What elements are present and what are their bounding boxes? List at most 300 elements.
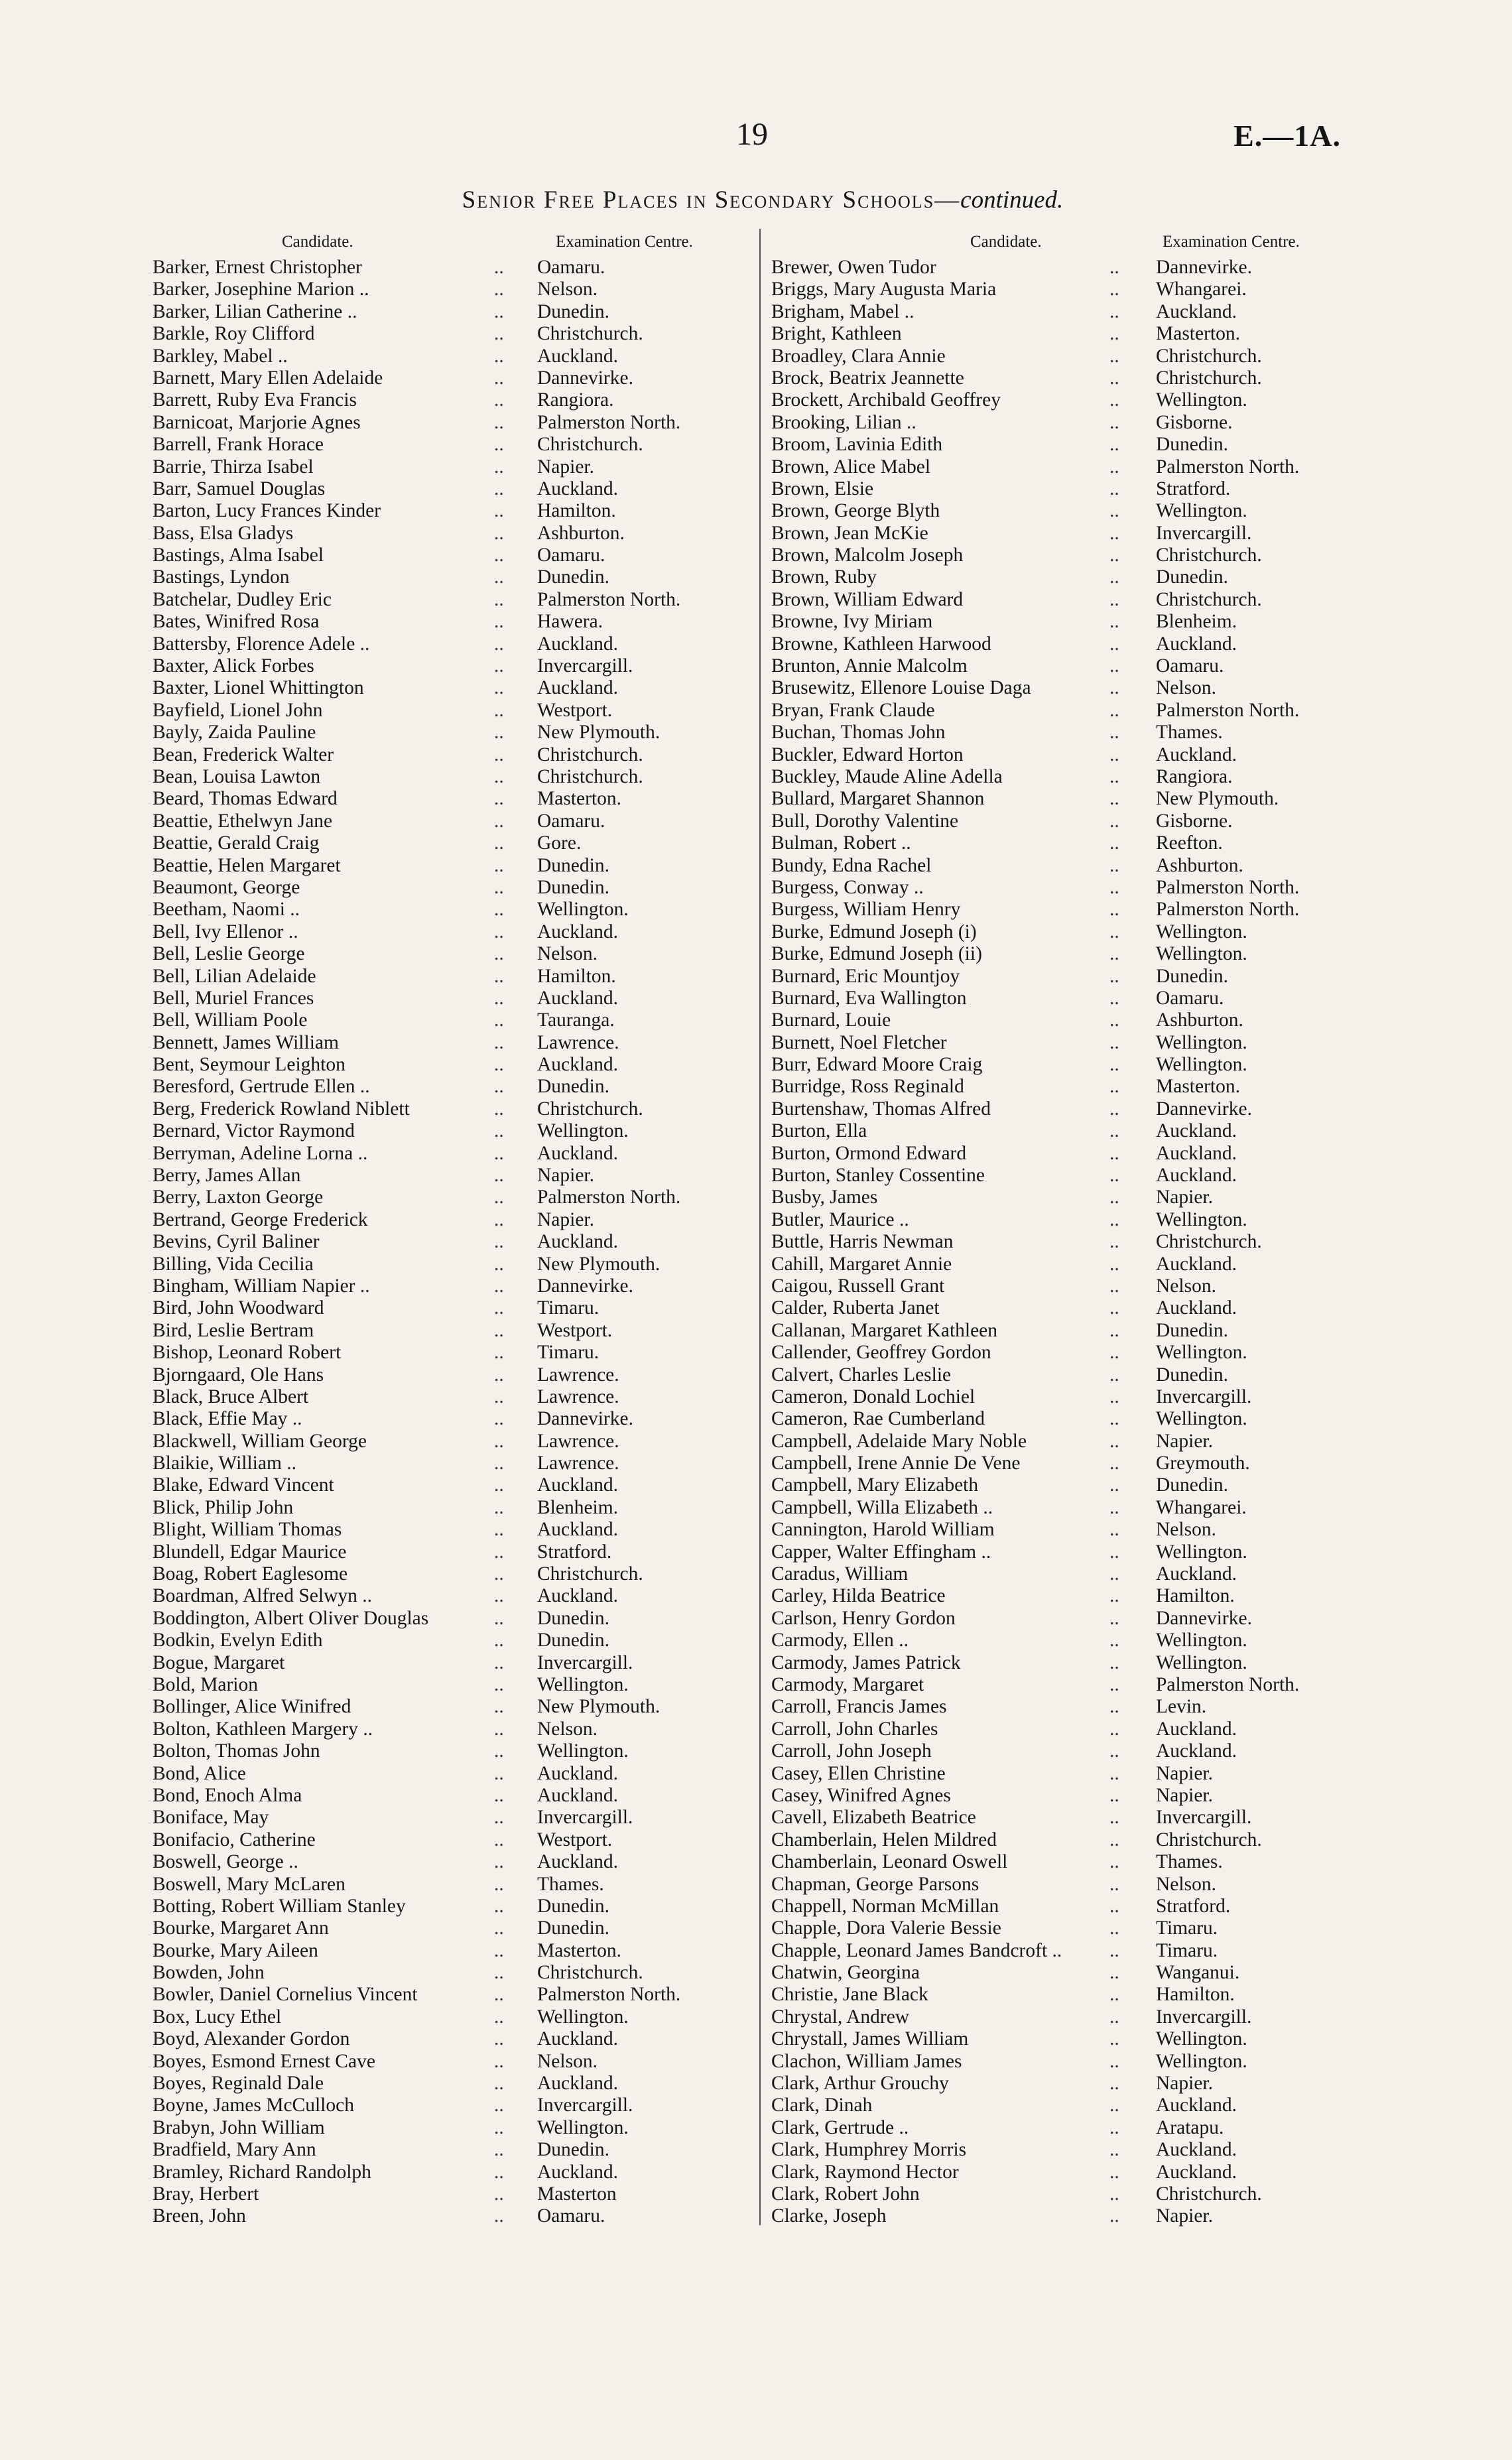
candidate-row — [146, 722, 743, 744]
candidate-name: Bulman, Robert .. — [771, 832, 911, 854]
candidate-row — [765, 700, 1361, 722]
candidate-name: Blaikie, William .. — [153, 1453, 297, 1474]
examination-centre: Dunedin. — [537, 1630, 609, 1651]
candidate-name: Chappell, Norman McMillan — [771, 1895, 999, 1917]
leader-dots: .. — [1109, 1076, 1119, 1098]
leader-dots: .. — [494, 1807, 504, 1829]
leader-dots: .. — [494, 921, 504, 942]
examination-centre: Invercargill. — [537, 655, 633, 677]
leader-dots: .. — [1109, 1541, 1119, 1563]
candidate-name: Bird, John Woodward — [153, 1297, 324, 1319]
examination-centre: New Plymouth. — [1156, 788, 1279, 810]
candidate-name: Clark, Arthur Grouchy — [771, 2073, 949, 2095]
leader-dots: .. — [494, 1430, 504, 1452]
candidate-name: Cannington, Harold William — [771, 1519, 995, 1541]
candidate-row — [146, 367, 743, 389]
candidate-row — [146, 2183, 743, 2205]
candidate-row — [146, 655, 743, 677]
examination-centre: Wellington. — [1156, 2028, 1247, 2050]
leader-dots: .. — [1109, 1453, 1119, 1474]
leader-dots: .. — [494, 1165, 504, 1187]
leader-dots: .. — [1109, 1364, 1119, 1386]
leader-dots: .. — [494, 987, 504, 1009]
candidate-name: Barnicoat, Marjorie Agnes — [153, 411, 361, 433]
leader-dots: .. — [1109, 677, 1119, 699]
candidate-name: Chamberlain, Leonard Oswell — [771, 1851, 1008, 1873]
leader-dots: .. — [494, 300, 504, 322]
candidate-row — [146, 1054, 743, 1076]
leader-dots: .. — [494, 1762, 504, 1784]
candidate-row — [765, 1297, 1361, 1319]
candidate-row — [765, 2139, 1361, 2161]
candidate-row — [146, 1563, 743, 1585]
candidate-name: Berg, Frederick Rowland Niblett — [153, 1098, 410, 1120]
candidate-name: Casey, Ellen Christine — [771, 1762, 946, 1784]
candidate-row — [765, 1829, 1361, 1851]
leader-dots: .. — [494, 1364, 504, 1386]
candidate-row — [146, 1165, 743, 1187]
candidate-row — [146, 1763, 743, 1785]
leader-dots: .. — [1109, 611, 1119, 633]
candidate-name: Bogue, Margaret — [153, 1651, 285, 1673]
candidate-row — [146, 1320, 743, 1342]
leader-dots: .. — [1109, 522, 1119, 544]
leader-dots: .. — [1109, 1408, 1119, 1430]
examination-centre: Blenheim. — [1156, 611, 1237, 633]
candidate-name: Burgess, Conway .. — [771, 876, 924, 898]
candidate-name: Burgess, William Henry — [771, 899, 961, 921]
leader-dots: .. — [494, 2183, 504, 2205]
leader-dots: .. — [494, 1962, 504, 1984]
candidate-name: Brockett, Archibald Geoffrey — [771, 389, 1001, 411]
candidate-name: Boddington, Albert Oliver Douglas — [153, 1607, 429, 1629]
examination-centre: New Plymouth. — [537, 1253, 661, 1275]
candidate-name: Brewer, Owen Tudor — [771, 257, 936, 278]
examination-centre: Auckland. — [1156, 1142, 1237, 1164]
examination-centre: Christchurch. — [537, 1098, 643, 1120]
examination-centre: Masterton. — [1156, 323, 1240, 345]
candidate-row — [765, 2028, 1361, 2050]
examination-centre: Napier. — [537, 1165, 595, 1187]
candidate-name: Clark, Robert John — [771, 2183, 920, 2205]
leader-dots: .. — [1109, 2028, 1119, 2050]
leader-dots: .. — [1109, 1607, 1119, 1629]
candidate-name: Bollinger, Alice Winifred — [153, 1696, 351, 1718]
leader-dots: .. — [494, 1009, 504, 1031]
candidate-row — [765, 1519, 1361, 1541]
candidate-name: Bean, Frederick Walter — [153, 744, 334, 765]
examination-centre: Hamilton. — [537, 965, 616, 987]
leader-dots: .. — [494, 257, 504, 278]
candidate-row — [146, 478, 743, 500]
candidate-row — [146, 2117, 743, 2139]
examination-centre: Auckland. — [537, 2161, 619, 2183]
candidate-row — [765, 633, 1361, 655]
candidate-name: Cahill, Margaret Annie — [771, 1253, 952, 1275]
leader-dots: .. — [1109, 1297, 1119, 1319]
leader-dots: .. — [1109, 1784, 1119, 1806]
leader-dots: .. — [494, 1275, 504, 1297]
examination-centre: Dunedin. — [537, 854, 609, 876]
leader-dots: .. — [494, 1208, 504, 1230]
leader-dots: .. — [494, 677, 504, 699]
leader-dots: .. — [1109, 2073, 1119, 2095]
leader-dots: .. — [1109, 1984, 1119, 2006]
leader-dots: .. — [494, 1408, 504, 1430]
candidate-name: Berry, James Allan — [153, 1165, 301, 1187]
candidate-row — [146, 1497, 743, 1519]
examination-centre: Wellington. — [1156, 1054, 1247, 1076]
examination-centre: Auckland. — [1156, 1253, 1237, 1275]
candidate-row — [146, 2162, 743, 2183]
leader-dots: .. — [1109, 1142, 1119, 1164]
candidate-row — [765, 611, 1361, 633]
examination-centre: Napier. — [1156, 2205, 1214, 2227]
candidate-name: Bowler, Daniel Cornelius Vincent — [153, 1984, 418, 2006]
leader-dots: .. — [494, 1474, 504, 1496]
leader-dots: .. — [1109, 411, 1119, 433]
leader-dots: .. — [1109, 1054, 1119, 1076]
leader-dots: .. — [494, 1031, 504, 1053]
candidate-row — [765, 1254, 1361, 1275]
leader-dots: .. — [494, 611, 504, 633]
candidate-name: Brown, Alice Mabel — [771, 456, 931, 478]
candidate-row — [765, 1364, 1361, 1386]
leader-dots: .. — [1109, 588, 1119, 610]
candidate-name: Casey, Winifred Agnes — [771, 1784, 951, 1806]
examination-centre: Invercargill. — [1156, 2006, 1252, 2028]
examination-centre: Dunedin. — [1156, 1364, 1228, 1386]
candidate-row — [146, 1474, 743, 1496]
leader-dots: .. — [1109, 1474, 1119, 1496]
examination-centre: Dunedin. — [537, 1076, 609, 1098]
leader-dots: .. — [1109, 2139, 1119, 2161]
examination-centre: Wellington. — [537, 2116, 629, 2138]
candidate-name: Campbell, Irene Annie De Vene — [771, 1453, 1021, 1474]
candidate-name: Bright, Kathleen — [771, 323, 902, 345]
examination-centre: Thames. — [1156, 722, 1223, 744]
examination-centre: Palmerston North. — [537, 1187, 681, 1208]
candidate-row — [146, 2139, 743, 2161]
candidate-name: Buttle, Harris Newman — [771, 1231, 954, 1253]
candidate-name: Botting, Robert William Stanley — [153, 1895, 406, 1917]
examination-centre: Dunedin. — [537, 566, 609, 588]
candidate-name: Burnard, Eva Wallington — [771, 987, 967, 1009]
candidate-row — [146, 566, 743, 588]
title-continued: continued. — [960, 186, 1064, 214]
candidate-name: Bastings, Lyndon — [153, 566, 290, 588]
leader-dots: .. — [1109, 1342, 1119, 1364]
examination-centre: Blenheim. — [537, 1496, 619, 1518]
leader-dots: .. — [1109, 1651, 1119, 1673]
candidate-header: Candidate. — [970, 233, 1042, 251]
candidate-row — [765, 1785, 1361, 1807]
candidate-row — [146, 456, 743, 478]
candidate-name: Burke, Edmund Joseph (ii) — [771, 943, 982, 965]
right-column — [765, 229, 1361, 2228]
examination-centre: Gore. — [537, 832, 582, 854]
leader-dots: .. — [494, 765, 504, 787]
candidate-name: Batchelar, Dudley Eric — [153, 588, 332, 610]
examination-centre: Thames. — [1156, 1851, 1223, 1873]
examination-centre: Dannevirke. — [537, 1275, 633, 1297]
examination-centre: Nelson. — [1156, 1873, 1216, 1895]
document-reference: E.—1A. — [1233, 119, 1341, 153]
examination-centre: Masterton. — [537, 788, 621, 810]
leader-dots: .. — [494, 1342, 504, 1364]
candidate-name: Briggs, Mary Augusta Maria — [771, 279, 997, 300]
examination-centre: Christchurch. — [537, 744, 643, 765]
column-divider — [759, 229, 761, 2225]
examination-centre: Palmerston North. — [1156, 699, 1300, 721]
leader-dots: .. — [494, 744, 504, 765]
examination-centre: Auckland. — [537, 1762, 619, 1784]
candidate-row — [765, 1917, 1361, 1939]
examination-centre: Oamaru. — [1156, 987, 1224, 1009]
candidate-name: Box, Lucy Ethel — [153, 2006, 282, 2028]
candidate-row — [146, 1984, 743, 2006]
leader-dots: .. — [494, 1851, 504, 1873]
candidate-row — [765, 367, 1361, 389]
examination-centre: Stratford. — [1156, 478, 1231, 499]
candidate-name: Burridge, Ross Reginald — [771, 1076, 964, 1098]
leader-dots: .. — [494, 434, 504, 456]
candidate-name: Clark, Dinah — [771, 2095, 873, 2116]
candidate-row — [146, 1829, 743, 1851]
candidate-name: Carmody, James Patrick — [771, 1651, 961, 1673]
leader-dots: .. — [494, 279, 504, 300]
examination-centre: Napier. — [1156, 1784, 1214, 1806]
candidate-row — [765, 966, 1361, 988]
examination-centre: Dunedin. — [1156, 1319, 1228, 1341]
candidate-name: Boyne, James McCulloch — [153, 2095, 354, 2116]
leader-dots: .. — [1109, 633, 1119, 655]
candidate-name: Busby, James — [771, 1187, 878, 1208]
examination-centre: Wellington. — [537, 899, 629, 921]
candidate-row — [765, 655, 1361, 677]
candidate-name: Burnard, Louie — [771, 1009, 891, 1031]
candidate-row — [146, 810, 743, 832]
examination-centre: Lawrence. — [537, 1364, 619, 1386]
candidate-name: Caigou, Russell Grant — [771, 1275, 945, 1297]
candidate-row — [765, 1098, 1361, 1120]
leader-dots: .. — [494, 2073, 504, 2095]
examination-centre: Dunedin. — [1156, 566, 1228, 588]
examination-centre: Auckland. — [1156, 1165, 1237, 1187]
candidate-name: Cameron, Donald Lochiel — [771, 1386, 976, 1407]
examination-centre: Christchurch. — [537, 1563, 643, 1585]
candidate-row — [146, 257, 743, 279]
leader-dots: .. — [494, 545, 504, 566]
leader-dots: .. — [1109, 987, 1119, 1009]
candidate-name: Bean, Louisa Lawton — [153, 765, 321, 787]
candidate-row — [765, 1032, 1361, 1054]
examination-centre: Wellington. — [1156, 943, 1247, 965]
examination-centre: Christchurch. — [537, 1962, 643, 1984]
leader-dots: .. — [494, 456, 504, 478]
candidate-row — [765, 323, 1361, 345]
examination-centre: Westport. — [537, 699, 613, 721]
candidate-row — [765, 279, 1361, 300]
candidate-row — [146, 1032, 743, 1054]
candidate-name: Brown, Malcolm Joseph — [771, 545, 964, 566]
candidate-row — [146, 1718, 743, 1740]
candidate-name: Black, Bruce Albert — [153, 1386, 309, 1407]
candidate-name: Breen, John — [153, 2205, 246, 2227]
leader-dots: .. — [1109, 1165, 1119, 1187]
examination-centre: Invercargill. — [1156, 1807, 1252, 1829]
candidate-row — [765, 346, 1361, 367]
examination-centre: Hamilton. — [537, 500, 616, 522]
leader-dots: .. — [1109, 2006, 1119, 2028]
candidate-row — [146, 2028, 743, 2050]
examination-centre: Wellington. — [1156, 1342, 1247, 1364]
candidate-name: Bolton, Kathleen Margery .. — [153, 1718, 373, 1740]
candidate-name: Beattie, Ethelwyn Jane — [153, 810, 333, 832]
candidate-row — [765, 1009, 1361, 1031]
candidate-row — [146, 1408, 743, 1430]
examination-centre: Thames. — [537, 1873, 604, 1895]
examination-centre: Wellington. — [537, 1120, 629, 1142]
candidate-name: Broadley, Clara Annie — [771, 345, 946, 367]
candidate-row — [146, 1120, 743, 1142]
candidate-row — [146, 1297, 743, 1319]
leader-dots: .. — [1109, 1187, 1119, 1208]
candidate-name: Barker, Ernest Christopher — [153, 257, 362, 278]
examination-centre: Wellington. — [537, 1674, 629, 1695]
candidate-row — [146, 2095, 743, 2116]
leader-dots: .. — [494, 1541, 504, 1563]
examination-centre: Invercargill. — [537, 1807, 633, 1829]
leader-dots: .. — [1109, 434, 1119, 456]
examination-centre: Timaru. — [1156, 1939, 1218, 1961]
leader-dots: .. — [494, 323, 504, 345]
candidate-name: Burton, Stanley Cossentine — [771, 1165, 985, 1187]
candidate-row — [765, 1143, 1361, 1165]
candidate-name: Burke, Edmund Joseph (i) — [771, 921, 977, 942]
examination-centre: Wellington. — [1156, 1630, 1247, 1651]
examination-centre: Oamaru. — [1156, 655, 1224, 677]
candidate-row — [765, 2095, 1361, 2116]
leader-dots: .. — [1109, 1585, 1119, 1607]
candidate-name: Cavell, Elizabeth Beatrice — [771, 1807, 976, 1829]
leader-dots: .. — [1109, 2205, 1119, 2227]
examination-centre: Wellington. — [537, 1740, 629, 1762]
candidate-row — [146, 855, 743, 877]
leader-dots: .. — [1109, 345, 1119, 367]
leader-dots: .. — [1109, 456, 1119, 478]
candidate-name: Beard, Thomas Edward — [153, 788, 338, 810]
leader-dots: .. — [1109, 2095, 1119, 2116]
candidate-name: Callanan, Margaret Kathleen — [771, 1319, 998, 1341]
examination-centre: Auckland. — [537, 1142, 619, 1164]
leader-dots: .. — [1109, 566, 1119, 588]
candidate-name: Barker, Lilian Catherine .. — [153, 300, 357, 322]
examination-centre: Nelson. — [1156, 1519, 1216, 1541]
candidate-row — [146, 1098, 743, 1120]
candidate-row — [765, 412, 1361, 434]
candidate-row — [146, 633, 743, 655]
candidate-row — [765, 1763, 1361, 1785]
candidate-name: Bell, William Poole — [153, 1009, 308, 1031]
leader-dots: .. — [494, 1784, 504, 1806]
examination-centre: Auckland. — [1156, 2095, 1237, 2116]
examination-centre: Wellington. — [1156, 1408, 1247, 1430]
leader-dots: .. — [1109, 899, 1119, 921]
candidate-row — [146, 788, 743, 810]
examination-centre: Auckland. — [537, 2073, 619, 2095]
candidate-row — [765, 1231, 1361, 1253]
examination-centre: Nelson. — [537, 1718, 598, 1740]
centre-header: Examination Centre. — [556, 233, 693, 251]
examination-centre: Stratford. — [1156, 1895, 1231, 1917]
candidate-row — [146, 1896, 743, 1917]
leader-dots: .. — [1109, 300, 1119, 322]
examination-centre: Lawrence. — [537, 1453, 619, 1474]
leader-dots: .. — [1109, 2050, 1119, 2072]
candidate-row — [765, 1585, 1361, 1607]
candidate-row — [765, 523, 1361, 545]
candidate-row — [765, 2117, 1361, 2139]
leader-dots: .. — [1109, 832, 1119, 854]
leader-dots: .. — [1109, 2161, 1119, 2183]
examination-centre: Dunedin. — [537, 1917, 609, 1939]
candidate-row — [146, 412, 743, 434]
left-column — [146, 229, 743, 2228]
candidate-row — [146, 700, 743, 722]
candidate-row — [146, 1807, 743, 1829]
candidate-name: Boniface, May — [153, 1807, 269, 1829]
candidate-name: Brooking, Lilian .. — [771, 411, 916, 433]
candidate-name: Bowden, John — [153, 1962, 265, 1984]
candidate-name: Bodkin, Evelyn Edith — [153, 1630, 323, 1651]
leader-dots: .. — [494, 566, 504, 588]
candidate-row — [146, 434, 743, 456]
examination-centre: Palmerston North. — [537, 411, 681, 433]
candidate-row — [765, 434, 1361, 456]
leader-dots: .. — [1109, 1031, 1119, 1053]
candidate-row — [765, 855, 1361, 877]
leader-dots: .. — [1109, 478, 1119, 499]
examination-centre: Wanganui. — [1156, 1962, 1240, 1984]
candidate-row — [146, 523, 743, 545]
candidate-row — [146, 2006, 743, 2028]
candidate-name: Bourke, Margaret Ann — [153, 1917, 329, 1939]
examination-centre: Palmerston North. — [1156, 899, 1300, 921]
candidate-row — [146, 1962, 743, 1984]
leader-dots: .. — [494, 2139, 504, 2161]
leader-dots: .. — [494, 899, 504, 921]
candidate-row — [146, 943, 743, 965]
examination-centre: Gisborne. — [1156, 411, 1233, 433]
examination-centre: Auckland. — [1156, 1740, 1237, 1762]
leader-dots: .. — [1109, 699, 1119, 721]
candidate-name: Clark, Gertrude .. — [771, 2116, 909, 2138]
examination-centre: Palmerston North. — [537, 1984, 681, 2006]
candidate-row — [146, 2051, 743, 2073]
candidate-name: Beaumont, George — [153, 876, 300, 898]
candidate-name: Buchan, Thomas John — [771, 722, 946, 744]
examination-centre: Auckland. — [1156, 744, 1237, 765]
candidate-row — [765, 2051, 1361, 2073]
leader-dots: .. — [1109, 1962, 1119, 1984]
leader-dots: .. — [1109, 500, 1119, 522]
candidate-name: Brown, Jean McKie — [771, 522, 928, 544]
candidate-name: Clachon, William James — [771, 2050, 962, 2072]
candidate-name: Bennett, James William — [153, 1031, 339, 1053]
leader-dots: .. — [1109, 1319, 1119, 1341]
leader-dots: .. — [1109, 1120, 1119, 1142]
